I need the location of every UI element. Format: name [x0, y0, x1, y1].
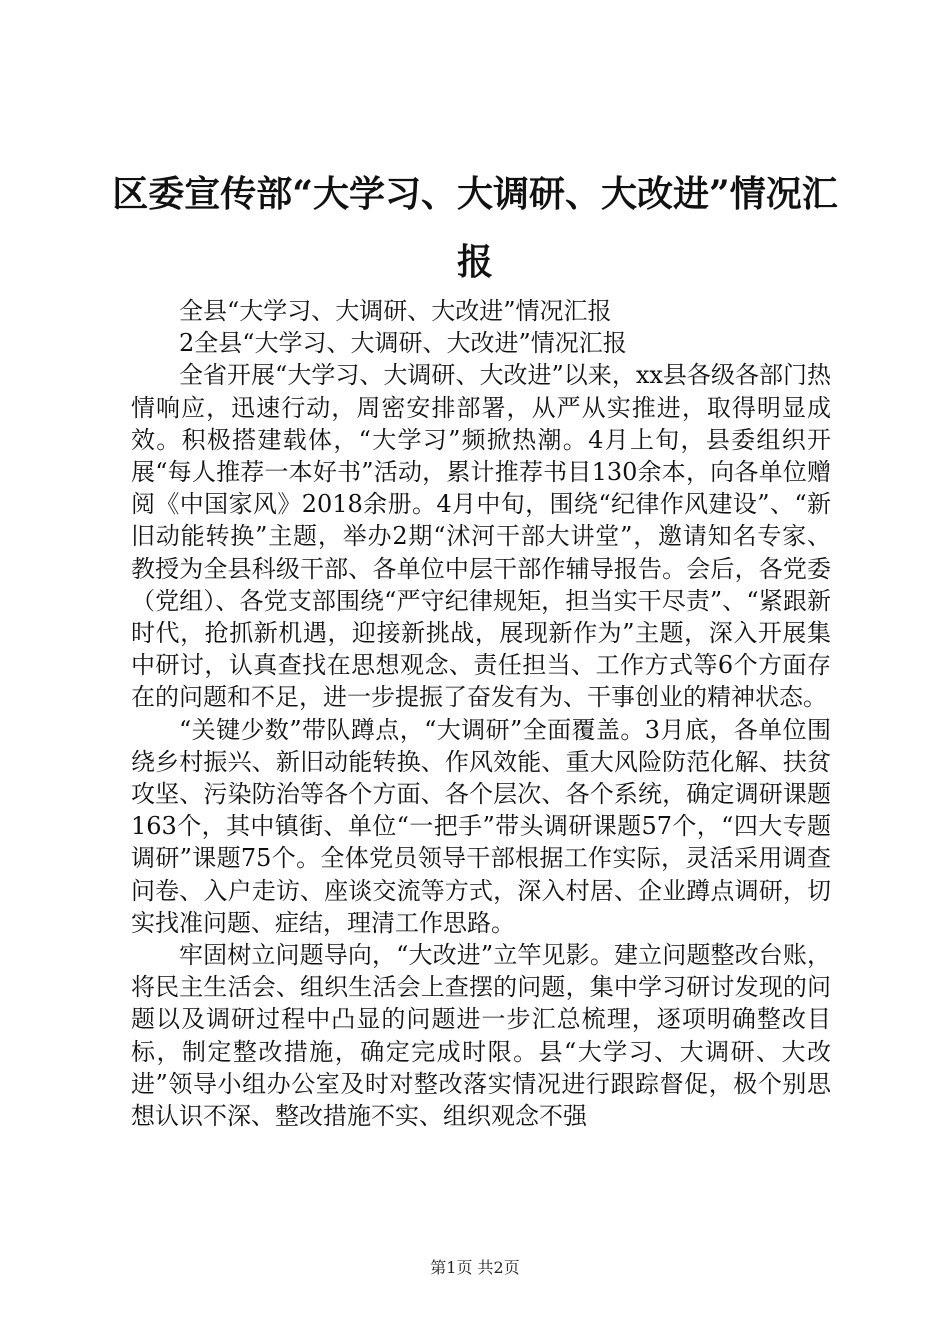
body-paragraph: 全省开展“大学习、大调研、大改进”以来，xx县各级各部门热情响应，迅速行动，周密安排部署，从严从实推进，取得明显成效。积极搭建载体，“大学习”频掀热潮。4月上旬，县委组织开展“每人推荐一本好书”活动，累计推荐书目130余本，向各单位赠阅《中国家风》2018余册。4月中旬，围绕“纪律作风建设”、“新旧动能转换”主题，举办2期“沭河干部大讲堂”，邀请知名专家、教授为全县科级干部、各单位中层干部作辅导报告。会后，各党委（党组）、各党支部围绕“严守纪律规矩，担当实干尽责”、“紧跟新时代，抢抓新机遇，迎接新挑战，展现新作为”主题，深入开展集中研讨，认真查找在思想观念、责任担当、工作方式等6个方面存在的问题和不足，进一步提振了奋发有为、干事创业的精神状态。	[131, 361, 831, 712]
body-paragraph: “关键少数”带队蹲点，“大调研”全面覆盖。3月底，各单位围绕乡村振兴、新旧动能转换、作风效能、重大风险防范化解、扶贫攻坚、污染防治等各个方面、各个层次、各个系统，确定调研课题163个，其中镇街、单位“一把手”带头调研课题57个，“四大专题调研”课题75个。全体党员领导干部根据工作实际，灵活采用调查问卷、入户走访、座谈交流等方式，深入村居、企业蹲点调研，切实找准问题、症结，理清工作思路。	[131, 715, 831, 937]
body-paragraph: 2全县“大学习、大调研、大改进”情况汇报	[179, 329, 627, 358]
body-paragraph: 全县“大学习、大调研、大改进”情况汇报	[179, 297, 612, 325]
document-title: 区委宣传部“大学习、大调研、大改进”情况汇报	[112, 173, 838, 283]
page-footer: 第1页 共2页	[430, 1258, 520, 1277]
document-body	[131, 295, 831, 1132]
body-paragraph: 牢固树立问题导向，“大改进”立竿见影。建立问题整改台账，将民主生活会、组织生活会上查摆的问题，集中学习研讨发现的问题以及调研过程中凸显的问题进一步汇总梳理，逐项明确整改目标，制定整改措施，确定完成时限。县“大学习、大调研、大改进”领导小组办公室及时对整改落实情况进行跟踪督促，极个别思想认识不深、整改措施不实、组织观念不强	[131, 941, 831, 1131]
